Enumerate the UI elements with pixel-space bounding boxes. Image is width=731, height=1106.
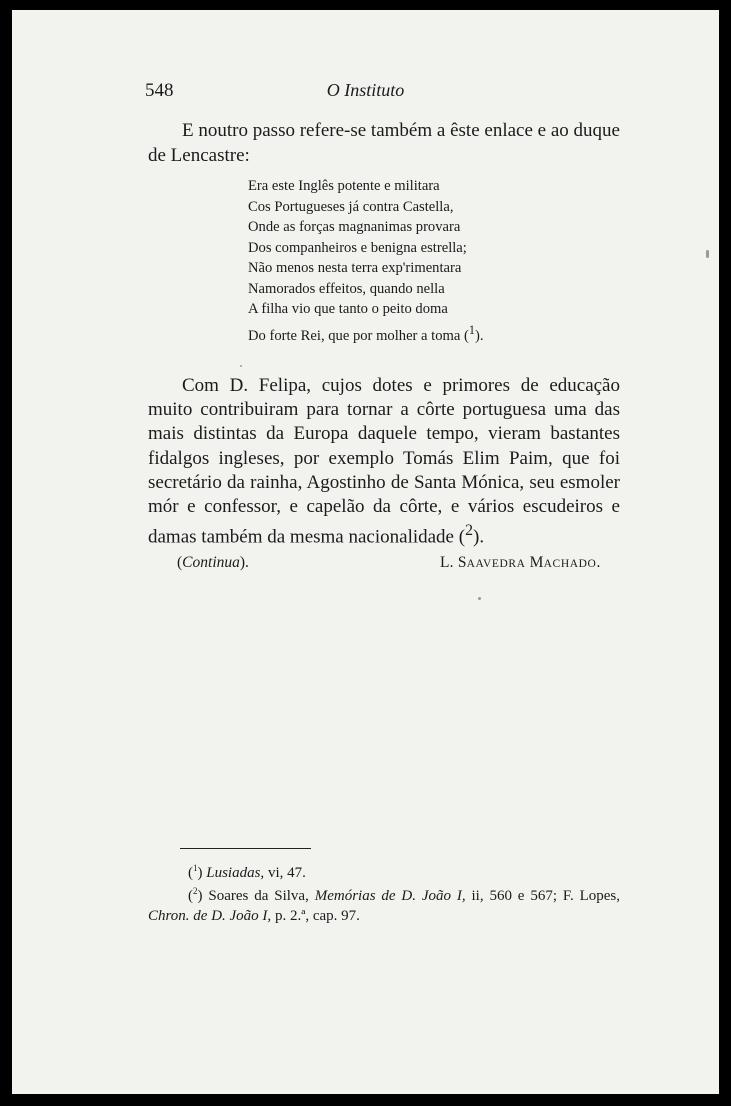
author-first-rest: AAVEDRA: [466, 558, 526, 570]
author-last-rest: ACHADO: [543, 558, 597, 570]
page-number: 548: [145, 80, 174, 101]
book-page: [12, 10, 719, 1094]
author-signature: [440, 554, 601, 572]
poem-line: Namorados effeitos, quando nella: [248, 280, 445, 297]
poem-line: Cos Portugueses já contra Castella,: [248, 198, 454, 215]
footnote-2-ref: ii, 560 e 567; F. Lopes,: [471, 888, 621, 904]
footnote-ref-2[interactable]: 2: [465, 522, 473, 540]
paper-speck: [240, 365, 242, 367]
poem-last-line-text: Do forte Rei, que por molher a toma (: [248, 327, 469, 344]
poem-last-line-end: ).: [474, 327, 484, 344]
running-header: [12, 80, 719, 102]
footnote-2-ref2: p. 2.ª, cap. 97.: [274, 908, 360, 924]
poem-line: [248, 320, 483, 346]
footnote-1-title: Lusiadas,: [206, 865, 265, 881]
poem-quotation: [248, 176, 483, 346]
footnote-divider: [180, 848, 311, 849]
footnote-2-title2: Chron. de D. João I,: [148, 908, 272, 924]
poem-line: Dos companheiros e benigna estrella;: [248, 239, 467, 256]
main-paragraph-end: ).: [473, 526, 485, 548]
intro-paragraph: E noutro passo refere-se também a êste enlace e ao duque de Lencastre:: [148, 120, 620, 166]
paren-open: (: [177, 554, 183, 571]
footnote-1-mark: 1: [193, 863, 198, 873]
footnote-ref-1[interactable]: 1: [468, 322, 475, 337]
footnote-1: ($^1$) Lusiadas, vi, 47.: [188, 863, 306, 881]
author-last-initial: M: [529, 554, 544, 571]
continua-note: [177, 554, 249, 572]
poem-line: A filha vio que tanto o peito doma: [248, 301, 448, 317]
main-paragraph: [148, 374, 620, 550]
author-period: .: [596, 554, 601, 571]
footnote-1-ref: vi, 47.: [267, 865, 306, 881]
paper-speck: [706, 250, 709, 258]
paper-speck: [478, 597, 481, 600]
footnote-2: ($^2$) Soares da Silva, Memórias de D. João I, ii, 560 e 567; F. Lopes, Chron. de D. João I, p. 2.ª, cap. 97.: [148, 886, 621, 924]
journal-title: O Instituto: [326, 80, 405, 100]
poem-line: Era este Inglês potente e militara: [248, 178, 440, 194]
poem-line: Não menos nesta terra exp'rimentara: [248, 260, 462, 276]
footnote-2-author: Soares da Silva,: [208, 888, 309, 904]
main-paragraph-text: Com D. Felipa, cujos dotes e primores de educação muito contribuiram para tornar a côrte portuguesa uma das mais distintas da Europa daquele tempo, vieram bastantes fidalgos ingleses, por exemplo Tomás Elim Paim, que foi secretário da rainha, Agostinho de Santa Mónica, seu esmoler mór e confessor, e capelão da côrte, e vários escudeiros e damas também da mesma nacionalidade (: [148, 375, 620, 548]
footnote-2-title: Memórias de D. João I,: [314, 888, 466, 904]
poem-line: Onde as forças magnanimas provara: [248, 219, 461, 235]
footnote-2-mark: 2: [193, 886, 198, 896]
paren-close: ).: [239, 554, 249, 571]
author-initial: L. S: [440, 554, 467, 571]
continua-word: Continua: [182, 554, 240, 571]
